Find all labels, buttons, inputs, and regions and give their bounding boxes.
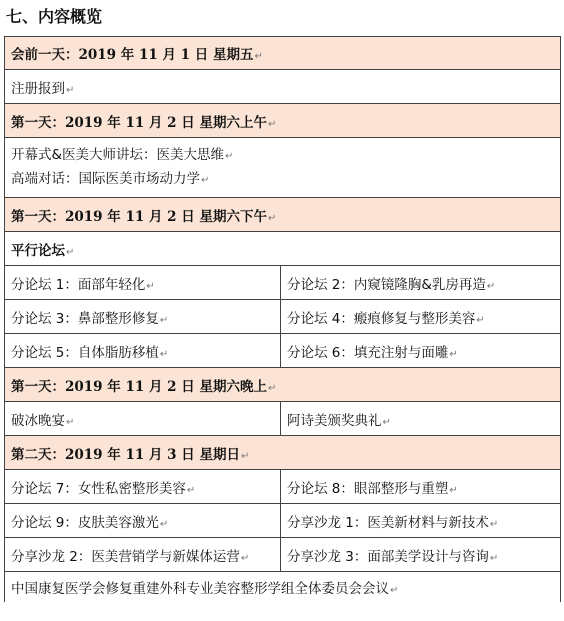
committee-meeting-cell xyxy=(5,572,561,602)
paragraph-mark: ↵ xyxy=(66,84,75,96)
paragraph-mark: ↵ xyxy=(267,118,277,130)
day-header-1am-text: 第一天：2019 年 11 月 2 日 星期六上午 xyxy=(11,114,267,131)
paragraph-mark: ↵ xyxy=(159,348,169,360)
opening-line-2 xyxy=(11,168,554,192)
salon-3-text: 分享沙龙 3：面部美学设计与咨询 xyxy=(287,548,489,565)
parallel-forum-text: 平行论坛 xyxy=(11,242,65,259)
forum-5-cell xyxy=(5,334,281,368)
table-row xyxy=(5,572,561,602)
forum-2-cell xyxy=(281,266,561,300)
salon-3-cell xyxy=(281,538,561,572)
opening-ceremony-text: 开幕式&医美大师讲坛：医美大思维 xyxy=(11,146,225,163)
forum-3-text: 分论坛 3：鼻部整形修复 xyxy=(11,310,159,327)
table-row xyxy=(5,266,561,300)
award-text: 阿诗美颁奖典礼 xyxy=(287,412,382,429)
committee-meeting-text: 中国康复医学会修复重建外科专业美容整形学组全体委员会会议 xyxy=(11,580,389,597)
paragraph-mark: ↵ xyxy=(225,150,234,162)
registration-cell xyxy=(5,70,561,104)
paragraph-mark: ↵ xyxy=(489,552,499,564)
day-header-1pm xyxy=(5,198,561,232)
table-row xyxy=(5,70,561,104)
forum-2-text: 分论坛 2：内窥镜隆胸&乳房再造 xyxy=(287,276,486,293)
dialogue-text: 高端对话：国际医美市场动力学 xyxy=(11,170,200,187)
banquet-text: 破冰晚宴 xyxy=(11,412,65,429)
forum-6-text: 分论坛 6：填充注射与面雕 xyxy=(287,344,449,361)
salon-2-cell xyxy=(5,538,281,572)
table-row xyxy=(5,138,561,198)
table-row xyxy=(5,402,561,436)
table-row xyxy=(5,470,561,504)
day-header-1am xyxy=(5,104,561,138)
paragraph-mark: ↵ xyxy=(382,416,391,428)
day-header-pre-text: 会前一天：2019 年 11 月 1 日 星期五 xyxy=(11,47,254,63)
paragraph-mark: ↵ xyxy=(66,246,75,258)
paragraph-mark: ↵ xyxy=(449,484,458,496)
paragraph-mark: ↵ xyxy=(267,382,277,394)
forum-8-text: 分论坛 8：眼部整形与重塑 xyxy=(287,480,449,497)
day-header-2 xyxy=(5,436,561,470)
paragraph-mark: ↵ xyxy=(159,314,169,326)
salon-2-text: 分享沙龙 2：医美营销学与新媒体运营 xyxy=(11,548,240,565)
opening-cell xyxy=(5,138,561,198)
table-row xyxy=(5,334,561,368)
table-row xyxy=(5,300,561,334)
salon-1-cell xyxy=(281,504,561,538)
banquet-cell xyxy=(5,402,281,436)
paragraph-mark: ↵ xyxy=(146,280,155,292)
forum-8-cell xyxy=(281,470,561,504)
table-row xyxy=(5,104,561,138)
day-header-1pm-text: 第一天：2019 年 11 月 2 日 星期六下午 xyxy=(11,208,267,225)
forum-3-cell xyxy=(5,300,281,334)
paragraph-mark: ↵ xyxy=(240,552,250,564)
paragraph-mark: ↵ xyxy=(254,51,263,62)
forum-6-cell xyxy=(281,334,561,368)
forum-4-text: 分论坛 4：瘢痕修复与整形美容 xyxy=(287,310,476,327)
day-header-1ev xyxy=(5,368,561,402)
award-cell xyxy=(281,402,561,436)
table-row xyxy=(5,198,561,232)
paragraph-mark: ↵ xyxy=(240,450,250,462)
paragraph-mark: ↵ xyxy=(201,174,210,186)
day-header-2-text: 第二天：2019 年 11 月 3 日 星期日 xyxy=(11,446,240,463)
page-title: 七、内容概览 xyxy=(6,7,103,26)
table-row xyxy=(5,504,561,538)
paragraph-mark: ↵ xyxy=(159,518,169,530)
parallel-forum-cell xyxy=(5,232,561,266)
paragraph-mark: ↵ xyxy=(267,212,277,224)
forum-9-text: 分论坛 9：皮肤美容激光 xyxy=(11,514,159,531)
agenda-table xyxy=(4,36,561,602)
salon-1-text: 分享沙龙 1：医美新材料与新技术 xyxy=(287,514,489,531)
forum-5-text: 分论坛 5：自体脂肪移植 xyxy=(11,344,159,361)
table-row xyxy=(5,368,561,402)
paragraph-mark: ↵ xyxy=(66,416,75,428)
paragraph-mark: ↵ xyxy=(486,280,496,292)
paragraph-mark: ↵ xyxy=(390,584,399,596)
forum-4-cell xyxy=(281,300,561,334)
forum-1-text: 分论坛 1：面部年轻化 xyxy=(11,276,146,293)
day-header-1ev-text: 第一天：2019 年 11 月 2 日 星期六晚上 xyxy=(11,378,267,395)
forum-7-cell xyxy=(5,470,281,504)
table-row xyxy=(5,538,561,572)
paragraph-mark: ↵ xyxy=(449,348,458,360)
forum-9-cell xyxy=(5,504,281,538)
paragraph-mark: ↵ xyxy=(186,484,196,496)
table-row xyxy=(5,232,561,266)
table-row xyxy=(5,37,561,70)
forum-7-text: 分论坛 7：女性私密整形美容 xyxy=(11,480,186,497)
registration-text: 注册报到 xyxy=(11,80,65,97)
table-row xyxy=(5,436,561,470)
forum-1-cell xyxy=(5,266,281,300)
paragraph-mark: ↵ xyxy=(489,518,499,530)
opening-line-1 xyxy=(11,144,554,168)
paragraph-mark: ↵ xyxy=(476,314,485,326)
day-header-pre xyxy=(5,37,561,70)
